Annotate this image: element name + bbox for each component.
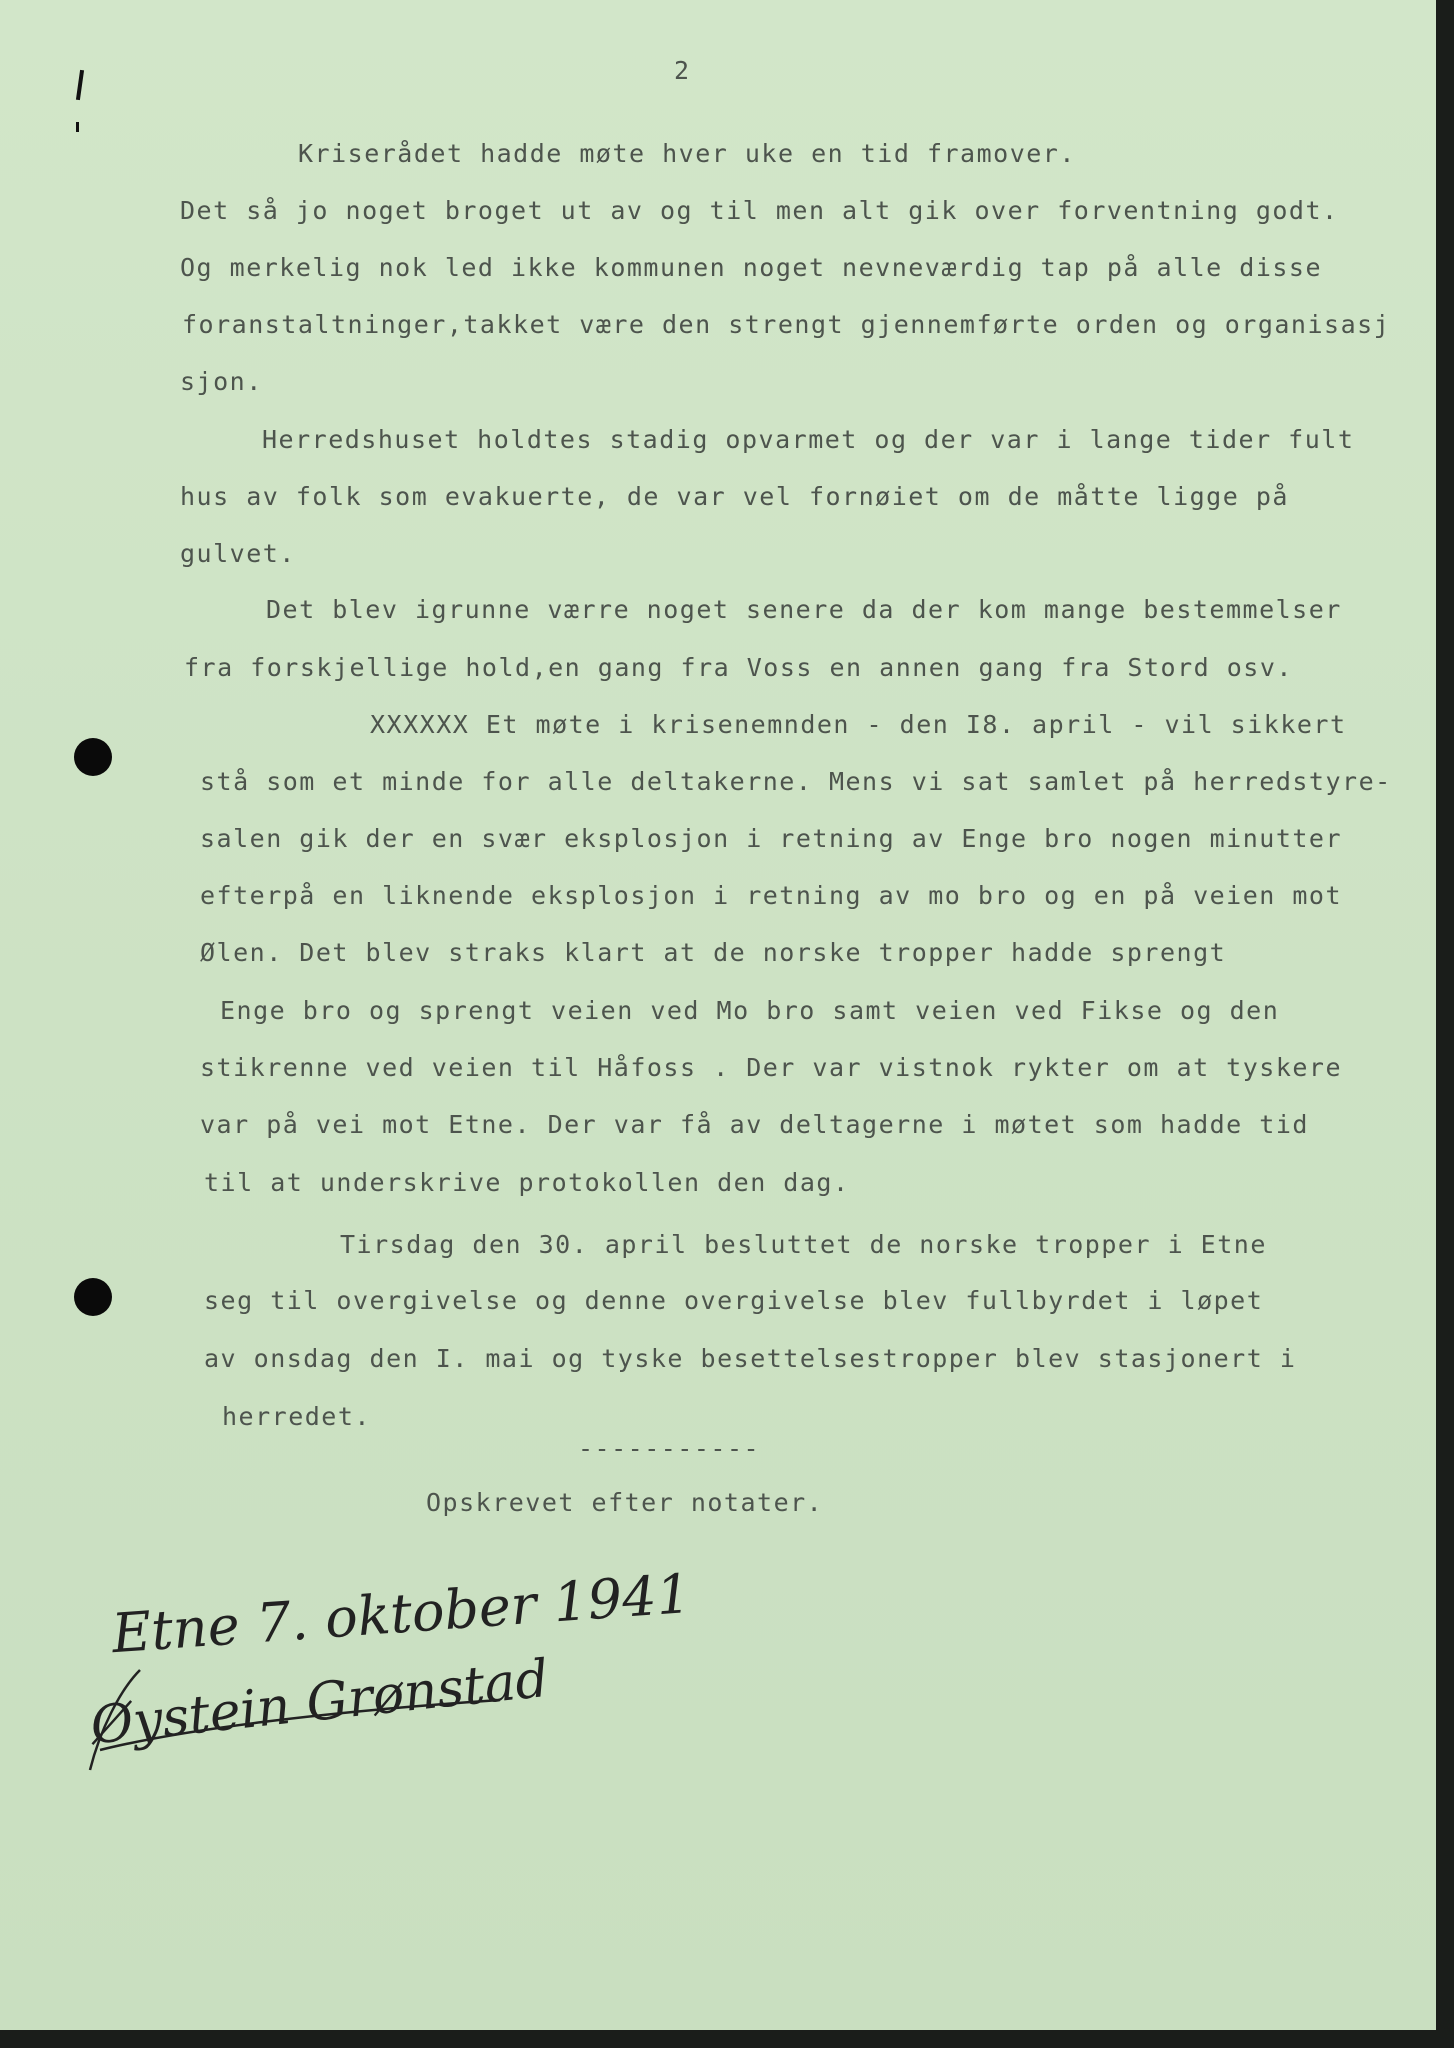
text-line: Herredshuset holdtes stadig opvarmet og der var i lange tider fult	[262, 425, 1355, 454]
text-line: Tirsdag den 30. april besluttet de norske tropper i Etne	[340, 1230, 1267, 1259]
margin-mark	[76, 70, 84, 100]
text-line: Det så jo noget broget ut av og til men alt gik over forventning godt.	[180, 196, 1339, 225]
margin-mark	[76, 122, 79, 132]
text-line: foranstaltninger,takket være den strengt gjennemførte orden og organisasj	[182, 310, 1391, 339]
text-line: sjon.	[180, 367, 263, 396]
handwritten-signature: Øystein Grønstad	[87, 1648, 552, 1757]
text-line: Og merkelig nok led ikke kommunen noget nevneværdig tap på alle disse	[180, 253, 1323, 282]
text-line: Ølen. Det blev straks klart at de norske tropper hadde sprengt	[200, 938, 1227, 967]
text-line: seg til overgivelse og denne overgivelse blev fullbyrdet i løpet	[204, 1286, 1264, 1315]
text-line: stå som et minde for alle deltakerne. Mens vi sat samlet på herredstyre-	[200, 767, 1392, 796]
text-line: salen gik der en svær eksplosjon i retning av Enge bro nogen minutter	[200, 824, 1343, 853]
text-line: til at underskrive protokollen den dag.	[204, 1168, 850, 1197]
text-line: gulvet.	[180, 539, 296, 568]
text-line: efterpå en liknende eksplosjon i retning av mo bro og en på veien mot	[200, 881, 1343, 910]
handwritten-signature-block	[60, 1560, 693, 1800]
text-line: fra forskjellige hold,en gang fra Voss en annen gang fra Stord osv.	[184, 653, 1293, 682]
text-line: stikrenne ved veien til Håfoss . Der var vistnok rykter om at tyskere	[200, 1053, 1343, 1082]
text-line: Enge bro og sprengt veien ved Mo bro samt veien ved Fikse og den	[220, 996, 1280, 1025]
page-number: 2	[674, 56, 691, 85]
closing-note: Opskrevet efter notater.	[426, 1488, 824, 1517]
text-line: hus av folk som evakuerte, de var vel fornøiet om de måtte ligge på	[180, 482, 1289, 511]
text-line: Det blev igrunne værre noget senere da der kom mange bestemmelser	[266, 595, 1342, 624]
punch-hole	[74, 1278, 112, 1316]
handwritten-date: Etne 7. oktober 1941	[109, 1561, 693, 1666]
punch-hole	[74, 738, 112, 776]
text-line: XXXXXX Et møte i krisenemnden - den I8. april - vil sikkert	[370, 710, 1347, 739]
text-line: herredet.	[222, 1402, 371, 1431]
separator-line: -----------	[578, 1434, 761, 1463]
text-line: av onsdag den I. mai og tyske besettelsestropper blev stasjonert i	[204, 1344, 1297, 1373]
text-line: var på vei mot Etne. Der var få av deltagerne i møtet som hadde tid	[200, 1110, 1309, 1139]
text-line: Kriserådet hadde møte hver uke en tid framover.	[298, 139, 1076, 168]
